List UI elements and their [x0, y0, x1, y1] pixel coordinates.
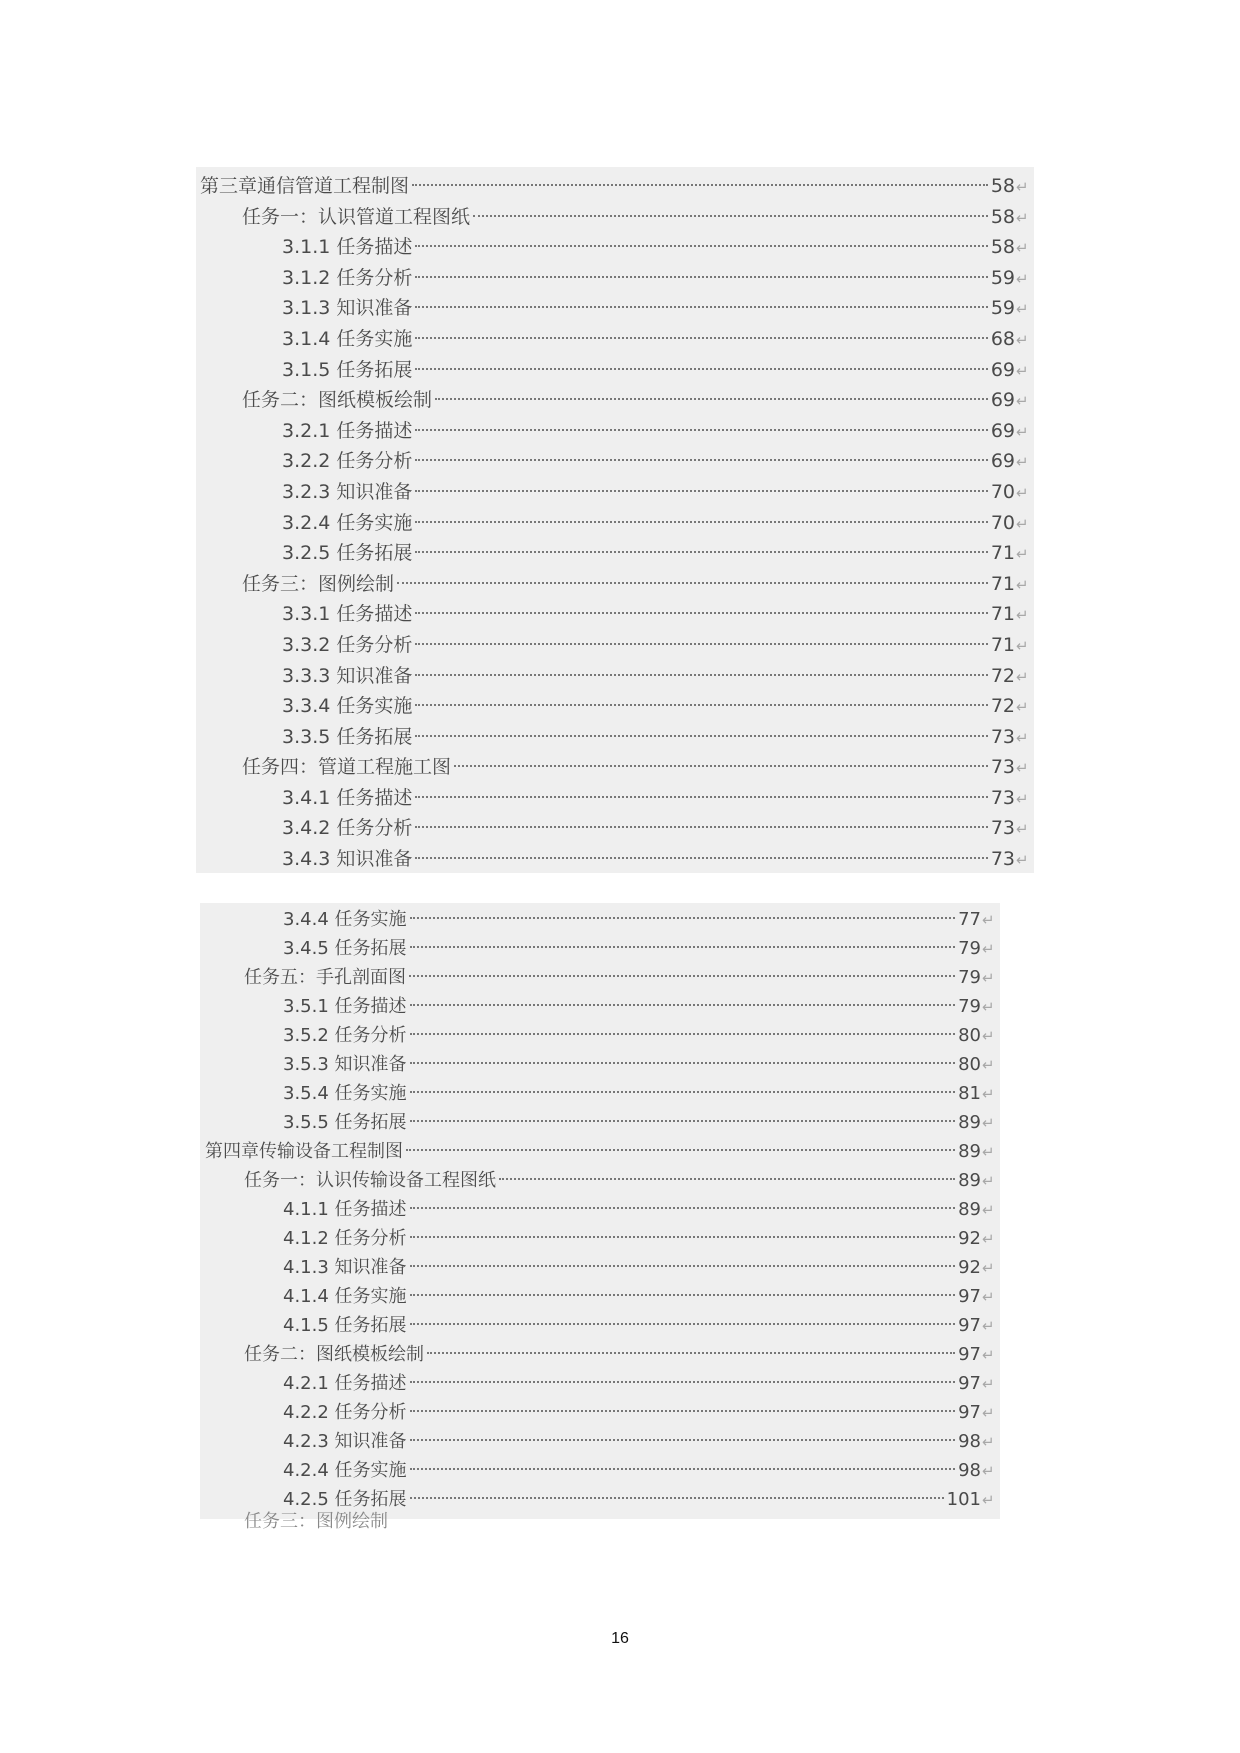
toc-entry-page: 72: [990, 695, 1015, 718]
toc-entry-title: 任务三：图例绘制: [242, 572, 395, 595]
toc-entry[interactable]: [200, 934, 1000, 963]
dot-leader: [427, 1352, 955, 1354]
toc-entry-title: 3.2.1 任务描述: [282, 419, 413, 442]
dot-leader: [415, 704, 987, 706]
dot-leader: [406, 1149, 955, 1151]
paragraph-mark-icon: ↵: [982, 998, 995, 1016]
dot-leader: [415, 551, 987, 553]
toc-entry-title: 3.1.5 任务拓展: [282, 358, 413, 381]
paragraph-mark-icon: ↵: [1016, 851, 1029, 870]
paragraph-mark-icon: ↵: [982, 1491, 995, 1509]
toc-entry[interactable]: [196, 813, 1034, 844]
toc-entry-page: 80: [958, 1054, 981, 1075]
toc-entry-title: 任务二：图纸模板绘制: [244, 1344, 424, 1365]
toc-entry-title: 3.4.3 知识准备: [282, 848, 413, 871]
toc-entry-title: 任务二：图纸模板绘制: [242, 389, 433, 412]
toc-entry-page: 92: [958, 1228, 981, 1249]
toc-entry[interactable]: [200, 992, 1000, 1021]
toc-entry-page: 73: [990, 786, 1015, 809]
dot-leader: [410, 1323, 956, 1325]
paragraph-mark-icon: ↵: [982, 1259, 995, 1277]
toc-entry-page: 80: [958, 1025, 981, 1046]
toc-entry-page: 71: [990, 572, 1015, 595]
toc-entry-title: 第三章通信管道工程制图: [200, 175, 410, 197]
paragraph-mark-icon: ↵: [982, 1346, 995, 1364]
toc-entry-title: 3.5.3 知识准备: [283, 1054, 407, 1075]
toc-entry-title: 3.3.3 知识准备: [282, 664, 413, 687]
toc-entry-page: 89: [958, 1199, 981, 1220]
dot-leader: [454, 765, 988, 767]
dot-leader: [410, 1236, 956, 1238]
toc-entry-title: 第四章传输设备工程制图: [205, 1141, 403, 1162]
dot-leader: [410, 1207, 956, 1209]
toc-entry-page: 89: [958, 1112, 981, 1133]
toc-entry[interactable]: [200, 1340, 1000, 1369]
toc-entry[interactable]: [196, 569, 1034, 600]
toc-entry-page: 101: [946, 1489, 981, 1510]
dot-leader: [415, 429, 987, 431]
toc-entry-page: 69: [990, 419, 1015, 442]
dot-leader: [410, 1410, 956, 1412]
toc-entry[interactable]: [196, 508, 1034, 539]
paragraph-mark-icon: ↵: [982, 911, 995, 929]
paragraph-mark-icon: ↵: [1016, 330, 1029, 349]
toc-entry-page: 58: [990, 175, 1015, 197]
dot-leader: [415, 612, 987, 614]
dot-leader: [415, 245, 987, 247]
paragraph-mark-icon: ↵: [982, 1027, 995, 1045]
toc-entry[interactable]: [200, 963, 1000, 992]
toc-entry[interactable]: [200, 1137, 1000, 1166]
dot-leader: [410, 1091, 956, 1093]
toc-entry-page: 68: [990, 327, 1015, 350]
toc-entry-page: 79: [958, 938, 981, 959]
toc-entry-page: 97: [958, 1402, 981, 1423]
paragraph-mark-icon: ↵: [1016, 759, 1029, 778]
toc-entry-title: 4.2.2 任务分析: [283, 1402, 407, 1423]
dot-leader: [415, 674, 987, 676]
toc-entry-page: 97: [958, 1373, 981, 1394]
toc-entry-title: 任务五：手孔剖面图: [244, 967, 406, 988]
toc-entry-page: 69: [990, 358, 1015, 381]
toc-entry-title: 任务一：认识管道工程图纸: [242, 205, 471, 228]
toc-entry[interactable]: [196, 446, 1034, 477]
toc-screenshot-1: [196, 167, 1034, 873]
toc-entry-page: 97: [958, 1315, 981, 1336]
toc-entry-page: 58: [990, 205, 1015, 228]
toc-entry[interactable]: [200, 1427, 1000, 1456]
paragraph-mark-icon: ↵: [1016, 269, 1029, 288]
toc-entry[interactable]: [196, 752, 1034, 783]
toc-entry-title: 4.1.2 任务分析: [283, 1228, 407, 1249]
paragraph-mark-icon: ↵: [1016, 545, 1029, 564]
toc-entry[interactable]: [196, 293, 1034, 324]
toc-entry[interactable]: [196, 324, 1034, 355]
toc-entry-page: 58: [990, 236, 1015, 259]
toc-entry-title: 3.3.4 任务实施: [282, 695, 413, 718]
paragraph-mark-icon: ↵: [982, 940, 995, 958]
toc-entry-page: 71: [990, 633, 1015, 656]
toc-entry-title: 3.5.4 任务实施: [283, 1083, 407, 1104]
toc-cut-off-label: 任务三：图例绘制: [244, 1511, 388, 1532]
toc-entry-page: 69: [990, 450, 1015, 473]
dot-leader: [410, 917, 956, 919]
toc-entry-title: 3.2.3 知识准备: [282, 480, 413, 503]
dot-leader: [415, 857, 987, 859]
paragraph-mark-icon: ↵: [982, 1201, 995, 1219]
dot-leader: [410, 1033, 956, 1035]
toc-entry-page: 81: [958, 1083, 981, 1104]
toc-entry-title: 3.4.5 任务拓展: [283, 938, 407, 959]
toc-entry-page: 98: [958, 1431, 981, 1452]
toc-cut-off-line: [200, 1511, 1000, 1532]
paragraph-mark-icon: ↵: [982, 1085, 995, 1103]
toc-entry[interactable]: [200, 1050, 1000, 1079]
paragraph-mark-icon: ↵: [982, 1230, 995, 1248]
toc-entry[interactable]: [200, 1398, 1000, 1427]
dot-leader: [410, 1381, 956, 1383]
toc-entry-title: 3.2.4 任务实施: [282, 511, 413, 534]
paragraph-mark-icon: ↵: [1016, 239, 1029, 258]
toc-entry[interactable]: [196, 844, 1034, 875]
toc-entry[interactable]: [200, 1079, 1000, 1108]
dot-leader: [410, 1062, 956, 1064]
paragraph-mark-icon: ↵: [1016, 208, 1029, 227]
toc-entry-page: 70: [990, 480, 1015, 503]
dot-leader: [415, 643, 987, 645]
toc-entry[interactable]: [196, 263, 1034, 294]
toc-entry[interactable]: [200, 1166, 1000, 1195]
toc-entry-page: 77: [958, 909, 981, 930]
toc-entry[interactable]: [196, 355, 1034, 386]
toc-entry-page: 59: [990, 266, 1015, 289]
toc-entry-page: 97: [958, 1344, 981, 1365]
toc-entry[interactable]: [196, 630, 1034, 661]
toc-entry[interactable]: [200, 1282, 1000, 1311]
toc-entry-page: 73: [990, 817, 1015, 840]
toc-screenshot-2: [200, 903, 1000, 1519]
toc-entry-title: 3.3.5 任务拓展: [282, 725, 413, 748]
dot-leader: [415, 521, 987, 523]
dot-leader: [410, 1265, 956, 1267]
dot-leader: [415, 490, 987, 492]
dot-leader: [415, 337, 987, 339]
toc-entry-title: 3.4.1 任务描述: [282, 786, 413, 809]
dot-leader: [410, 1468, 956, 1470]
toc-entry-title: 4.1.4 任务实施: [283, 1286, 407, 1307]
toc-entry-page: 89: [958, 1141, 981, 1162]
toc-entry[interactable]: [200, 1108, 1000, 1137]
toc-entry[interactable]: [200, 1224, 1000, 1253]
toc-entry[interactable]: [200, 1456, 1000, 1485]
toc-entry-page: 89: [958, 1170, 981, 1191]
paragraph-mark-icon: ↵: [982, 1056, 995, 1074]
dot-leader: [415, 276, 987, 278]
toc-entry-title: 3.1.2 任务分析: [282, 266, 413, 289]
toc-entry-page: 73: [990, 848, 1015, 871]
toc-entry-page: 71: [990, 603, 1015, 626]
dot-leader: [415, 796, 987, 798]
toc-entry-page: 79: [958, 967, 981, 988]
toc-entry-page: 59: [990, 297, 1015, 320]
toc-entry-title: 3.4.2 任务分析: [282, 817, 413, 840]
toc-entry[interactable]: [196, 385, 1034, 416]
toc-entry-page: 92: [958, 1257, 981, 1278]
toc-entry[interactable]: [200, 1021, 1000, 1050]
toc-entry-page: 97: [958, 1286, 981, 1307]
dot-leader: [397, 582, 988, 584]
paragraph-mark-icon: ↵: [1016, 698, 1029, 717]
toc-entry[interactable]: [196, 538, 1034, 569]
paragraph-mark-icon: ↵: [1016, 514, 1029, 533]
paragraph-mark-icon: ↵: [1016, 453, 1029, 472]
paragraph-mark-icon: ↵: [982, 1433, 995, 1451]
paragraph-mark-icon: ↵: [1016, 361, 1029, 380]
toc-entry-title: 3.5.5 任务拓展: [283, 1112, 407, 1133]
toc-entry-title: 3.3.2 任务分析: [282, 633, 413, 656]
paragraph-mark-icon: ↵: [982, 1114, 995, 1132]
dot-leader: [409, 975, 955, 977]
paragraph-mark-icon: ↵: [1016, 575, 1029, 594]
dot-leader: [410, 1497, 944, 1499]
toc-entry[interactable]: [196, 722, 1034, 753]
toc-entry-page: 72: [990, 664, 1015, 687]
toc-entry[interactable]: [196, 202, 1034, 233]
toc-entry[interactable]: [200, 1369, 1000, 1398]
dot-leader: [415, 459, 987, 461]
toc-entry-page: 73: [990, 756, 1015, 779]
toc-entry[interactable]: [200, 1195, 1000, 1224]
dot-leader: [415, 826, 987, 828]
toc-entry-page: 70: [990, 511, 1015, 534]
toc-entry[interactable]: [196, 171, 1034, 202]
toc-entry-title: 3.1.1 任务描述: [282, 236, 413, 259]
paragraph-mark-icon: ↵: [982, 1375, 995, 1393]
toc-entry-title: 3.5.1 任务描述: [283, 996, 407, 1017]
paragraph-mark-icon: ↵: [982, 1404, 995, 1422]
toc-entry[interactable]: [200, 1311, 1000, 1340]
dot-leader: [410, 1439, 956, 1441]
dot-leader: [415, 735, 987, 737]
toc-entry[interactable]: [196, 661, 1034, 692]
toc-entry-title: 4.2.4 任务实施: [283, 1460, 407, 1481]
paragraph-mark-icon: ↵: [982, 1462, 995, 1480]
toc-entry-title: 4.1.1 任务描述: [283, 1199, 407, 1220]
dot-leader: [473, 215, 988, 217]
paragraph-mark-icon: ↵: [982, 1288, 995, 1306]
dot-leader: [410, 946, 956, 948]
toc-entry-page: 73: [990, 725, 1015, 748]
toc-entry-page: 98: [958, 1460, 981, 1481]
toc-entry-title: 任务四：管道工程施工图: [242, 756, 452, 779]
paragraph-mark-icon: ↵: [1016, 606, 1029, 625]
toc-entry[interactable]: [200, 905, 1000, 934]
toc-entry[interactable]: [196, 416, 1034, 447]
toc-entry-page: 79: [958, 996, 981, 1017]
paragraph-mark-icon: ↵: [982, 1317, 995, 1335]
toc-entry[interactable]: [196, 232, 1034, 263]
toc-entry-title: 3.2.2 任务分析: [282, 450, 413, 473]
toc-entry-title: 4.2.1 任务描述: [283, 1373, 407, 1394]
toc-entry-title: 3.4.4 任务实施: [283, 909, 407, 930]
dot-leader: [415, 368, 987, 370]
toc-entry-page: 69: [990, 389, 1015, 412]
paragraph-mark-icon: ↵: [1016, 820, 1029, 839]
toc-entry-title: 3.5.2 任务分析: [283, 1025, 407, 1046]
paragraph-mark-icon: ↵: [1016, 667, 1029, 686]
toc-entry[interactable]: [200, 1253, 1000, 1282]
toc-entry[interactable]: [196, 477, 1034, 508]
dot-leader: [410, 1294, 956, 1296]
toc-entry-title: 4.1.5 任务拓展: [283, 1315, 407, 1336]
dot-leader: [410, 1120, 956, 1122]
paragraph-mark-icon: ↵: [1016, 636, 1029, 655]
toc-entry-title: 3.1.3 知识准备: [282, 297, 413, 320]
paragraph-mark-icon: ↵: [1016, 392, 1029, 411]
paragraph-mark-icon: ↵: [1016, 789, 1029, 808]
toc-entry-page: 71: [990, 542, 1015, 565]
page-number: 16: [611, 1630, 629, 1647]
toc-entry[interactable]: [196, 783, 1034, 814]
paragraph-mark-icon: ↵: [982, 1143, 995, 1161]
toc-entry-title: 4.2.3 知识准备: [283, 1431, 407, 1452]
toc-entry-title: 4.2.5 任务拓展: [283, 1489, 407, 1510]
toc-entry-title: 4.1.3 知识准备: [283, 1257, 407, 1278]
toc-entry-title: 任务一：认识传输设备工程图纸: [244, 1170, 496, 1191]
paragraph-mark-icon: ↵: [1016, 728, 1029, 747]
paragraph-mark-icon: ↵: [1016, 300, 1029, 319]
paragraph-mark-icon: ↵: [982, 969, 995, 987]
dot-leader: [415, 306, 987, 308]
toc-entry-title: 3.3.1 任务描述: [282, 603, 413, 626]
dot-leader: [412, 184, 988, 186]
dot-leader: [410, 1004, 956, 1006]
toc-entry-title: 3.1.4 任务实施: [282, 327, 413, 350]
paragraph-mark-icon: ↵: [982, 1172, 995, 1190]
dot-leader: [499, 1178, 955, 1180]
toc-entry[interactable]: [196, 691, 1034, 722]
toc-entry[interactable]: [196, 599, 1034, 630]
paragraph-mark-icon: ↵: [1016, 422, 1029, 441]
dot-leader: [435, 398, 988, 400]
toc-entry-title: 3.2.5 任务拓展: [282, 542, 413, 565]
paragraph-mark-icon: ↵: [1016, 483, 1029, 502]
paragraph-mark-icon: ↵: [1016, 178, 1029, 196]
